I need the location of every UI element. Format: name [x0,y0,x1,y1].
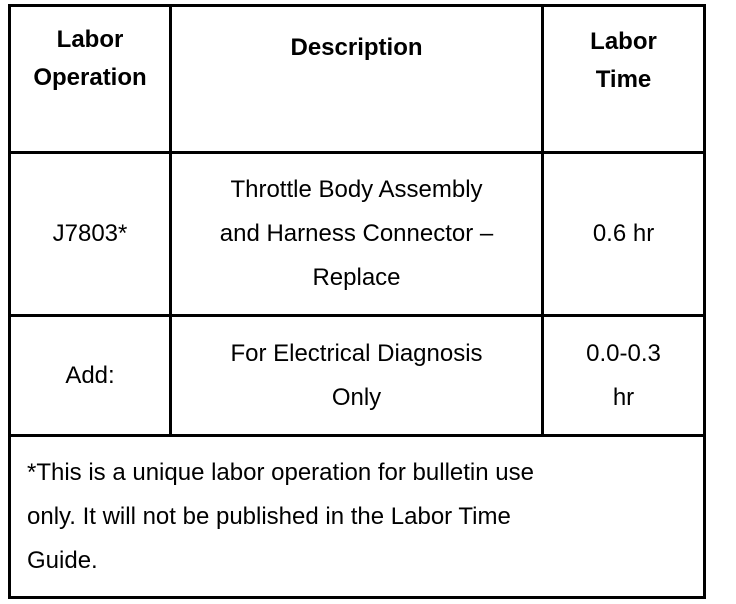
row-2-labor-operation [11,317,169,434]
row-1-description [172,154,541,314]
row-divider [11,434,703,437]
footnote-line: only. It will not be published in the Labor Time [27,503,511,530]
footnote-line: *This is a unique labor operation for bulletin use [27,459,534,486]
row-1-labor-operation [11,154,169,314]
cell-text: 0.0-0.3 [586,339,661,367]
header-description [172,7,541,151]
header-text: Labor [56,26,124,53]
header-text: Time [595,66,652,93]
header-text: Description [290,34,423,61]
cell-text: and Harness Connector – [219,220,494,247]
cell-text: Throttle Body Assembly [230,176,483,203]
header-labor-time [544,7,703,151]
cell-text: Replace [312,264,401,291]
header-text: Labor [590,28,657,55]
cell-text: Only [331,383,382,411]
cell-text: Add: [65,361,115,389]
footnote-line: Guide. [27,547,98,574]
cell-text: For Electrical Diagnosis [230,339,483,367]
header-text: Operation [33,64,147,91]
cell-text: 0.6 hr [592,220,655,247]
row-2-labor-time [544,317,703,434]
footnote [27,451,667,583]
cell-text: hr [612,383,635,411]
labor-table [8,4,706,599]
header-labor-operation [11,7,169,151]
cell-text: J7803* [52,220,128,247]
row-1-labor-time [544,154,703,314]
row-2-description [172,317,541,434]
